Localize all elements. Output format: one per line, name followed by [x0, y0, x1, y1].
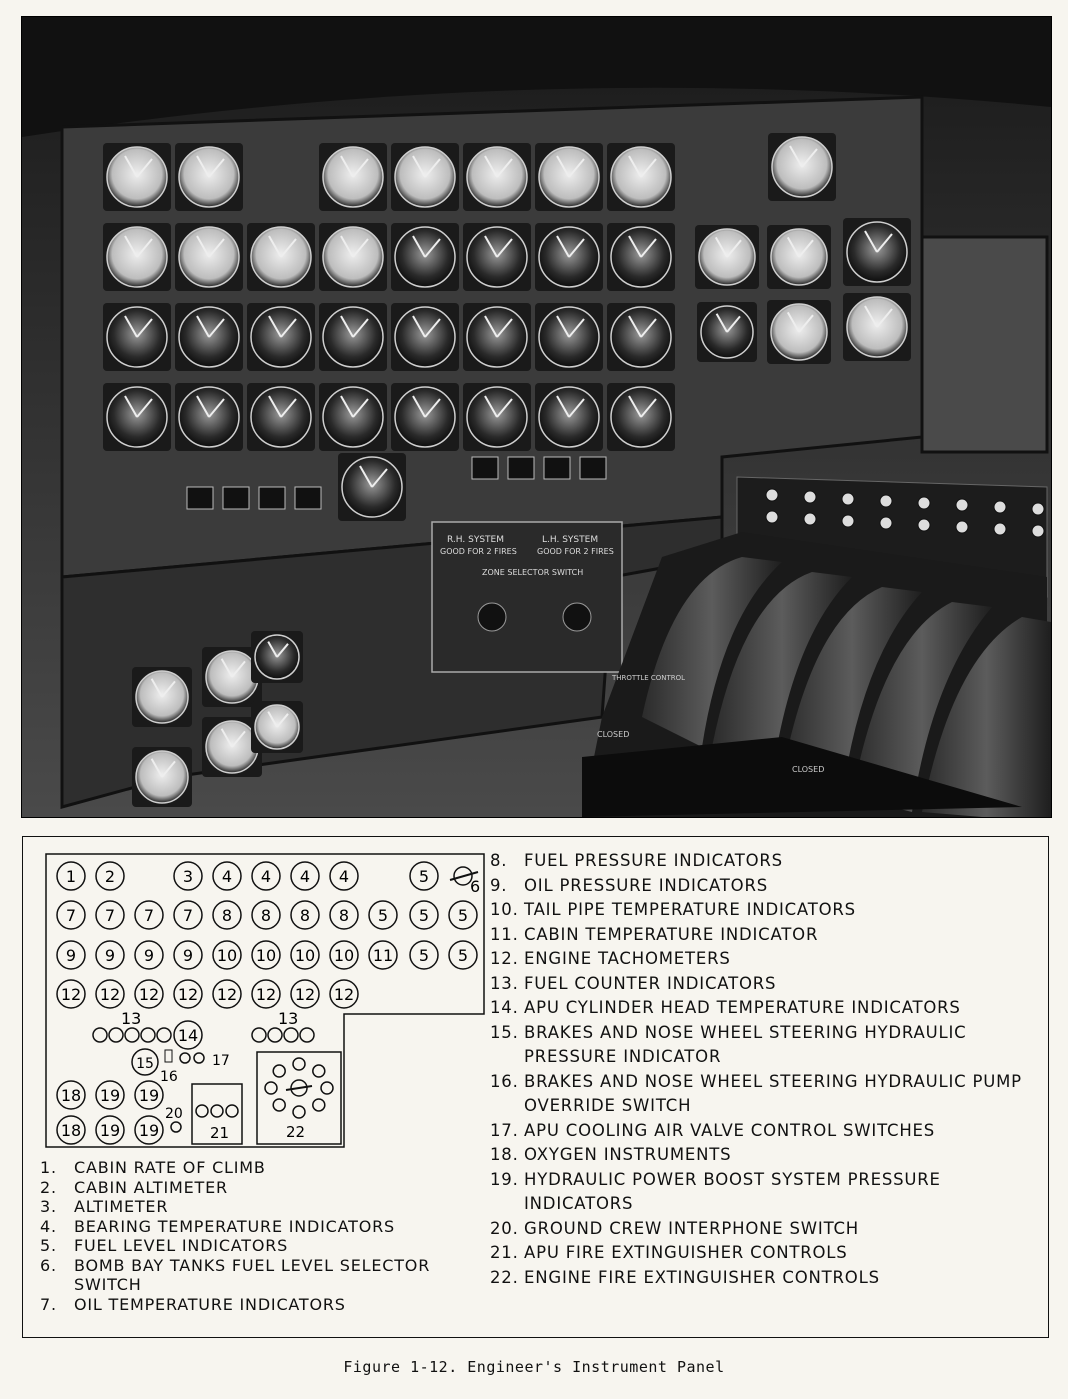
gauge-dial: [607, 223, 675, 291]
legend-text: CABIN ALTIMETER: [74, 1177, 228, 1197]
apu-extinguisher-number: 21: [210, 1124, 230, 1142]
engine-extinguisher-control-circle: [273, 1099, 285, 1111]
legend-item: [490, 849, 1040, 874]
legend-item: [490, 1266, 1040, 1291]
legend-number: 3.: [40, 1197, 57, 1216]
legend-text: TAIL PIPE TEMPERATURE INDICATORS: [524, 900, 856, 919]
fuel-counter-right-circle: [268, 1028, 282, 1042]
legend-number: 10.: [490, 900, 519, 919]
rh-system-sublabel: GOOD FOR 2 FIRES: [440, 547, 517, 556]
gauge-dial: [247, 223, 315, 291]
bearing-temp-label: 4: [338, 867, 350, 886]
legend-number: 1.: [40, 1158, 57, 1177]
legend-number: 17.: [490, 1120, 519, 1140]
gauge-dial: [767, 300, 831, 364]
gauge-dial: [697, 302, 757, 362]
rh-system-label: R.H. SYSTEM: [447, 535, 504, 545]
row2-indicator-label: 5: [457, 906, 469, 925]
cooling-valve-switch-circle: [180, 1053, 190, 1063]
fire-control-knob-left: [478, 603, 506, 631]
gauge-dial: [391, 383, 459, 451]
legend-item: [490, 898, 1040, 923]
bearing-temp-label: 4: [260, 867, 272, 886]
gauge-dial: [535, 223, 603, 291]
apu-cyl-head-temp-label: 14: [177, 1026, 199, 1045]
row2-indicator-label: 8: [260, 906, 272, 925]
legend-number: 6.: [40, 1255, 57, 1275]
fire-control-knob-right: [563, 603, 591, 631]
oxygen-instrument-label: 18: [60, 1086, 82, 1105]
fire-detector-light: [804, 491, 816, 503]
gauge-dial: [695, 225, 759, 289]
engine-tachometer-label: 12: [216, 985, 238, 1004]
row2-indicator-label: 5: [418, 906, 430, 925]
gauge-dial: [251, 631, 303, 683]
legend-text: BEARING TEMPERATURE INDICATORS: [74, 1216, 395, 1236]
row2-indicator-label: 7: [182, 906, 194, 925]
legend-item: [490, 1241, 1040, 1266]
engine-tachometer-label: 12: [333, 985, 355, 1004]
row3-indicator-label: 5: [457, 946, 469, 965]
fire-detector-light: [956, 521, 968, 533]
apu-extinguisher-control-circle: [196, 1105, 208, 1117]
fuel-counter-display: [544, 457, 570, 479]
legend-text: CABIN RATE OF CLIMB: [74, 1158, 266, 1177]
engine-extinguisher-number: 22: [286, 1123, 306, 1141]
instrument-panel-photo-drawing: [22, 17, 1051, 817]
gauge-dial: [175, 303, 243, 371]
gauge-dial: [843, 218, 911, 286]
fuel-counter-display: [187, 487, 213, 509]
legend-text: OIL TEMPERATURE INDICATORS: [74, 1294, 346, 1314]
legend-number: 21.: [490, 1243, 519, 1262]
gauge-dial: [391, 303, 459, 371]
fuel-counter-left-circle: [157, 1028, 171, 1042]
legend-number: 20.: [490, 1218, 519, 1238]
legend-text: ENGINE TACHOMETERS: [524, 949, 731, 968]
gauge-dial: [103, 383, 171, 451]
legend-item: [40, 1178, 490, 1198]
legend-text: BOMB BAY TANKS FUEL LEVEL SELECTOR SWITCH: [74, 1255, 431, 1294]
legend-text: APU COOLING AIR VALVE CONTROL SWITCHES: [524, 1120, 936, 1140]
legend-number: 7.: [40, 1294, 57, 1314]
gauge-dial: [132, 747, 192, 807]
zone-selector-label: ZONE SELECTOR SWITCH: [482, 568, 584, 577]
gauge-dial: [338, 453, 406, 521]
legend-item: [490, 996, 1040, 1021]
engine-extinguisher-control-circle: [273, 1065, 285, 1077]
engine-tachometer-label: 12: [177, 985, 199, 1004]
hydraulic-boost-label: 19: [99, 1086, 121, 1105]
row2-indicator-label: 8: [338, 906, 350, 925]
gauge-dial: [319, 143, 387, 211]
gauge-dial: [607, 303, 675, 371]
row3-indicator-label: 5: [418, 946, 430, 965]
fuel-counter-display: [472, 457, 498, 479]
legend-number: 16.: [490, 1071, 519, 1091]
selector-switch-number: 6: [470, 877, 481, 896]
legend-left-column: [40, 1158, 490, 1314]
closed-label-left: CLOSED: [597, 730, 630, 739]
gauge-dial: [175, 143, 243, 211]
legend-item: [490, 1119, 1040, 1144]
row2-indicator-label: 8: [221, 906, 233, 925]
fire-detector-light: [880, 517, 892, 529]
legend-item: [40, 1295, 490, 1315]
gauge-dial: [843, 293, 911, 361]
fire-detector-light: [994, 523, 1006, 535]
gauge-dial: [319, 383, 387, 451]
gauge-dial: [535, 143, 603, 211]
gauge-dial: [319, 223, 387, 291]
throttle-label: THROTTLE CONTROL: [612, 674, 686, 682]
fuel-counter-number-left: 13: [121, 1009, 142, 1028]
hydraulic-boost-label: 19: [138, 1086, 160, 1105]
legend-number: 2.: [40, 1177, 57, 1197]
legend-text: APU FIRE EXTINGUISHER CONTROLS: [524, 1243, 848, 1262]
legend-number: 19.: [490, 1169, 519, 1189]
legend-text: OIL PRESSURE INDICATORS: [524, 875, 769, 895]
row3-indicator-label: 10: [216, 946, 238, 965]
gauge-dial: [768, 133, 836, 201]
legend-right-column: [490, 849, 1040, 1290]
gauge-dial: [132, 667, 192, 727]
fuel-counter-display: [295, 487, 321, 509]
gauge-dial: [103, 303, 171, 371]
legend-number: 22.: [490, 1267, 519, 1287]
row2-indicator-label: 5: [377, 906, 389, 925]
fuel-counter-right-circle: [300, 1028, 314, 1042]
gauge-dial: [175, 223, 243, 291]
fuel-counter-display: [580, 457, 606, 479]
legend-item: [490, 1070, 1040, 1119]
gauge-dial: [319, 303, 387, 371]
legend-number: 14.: [490, 998, 519, 1017]
gauge-dial: [103, 143, 171, 211]
legend-text: ENGINE FIRE EXTINGUISHER CONTROLS: [524, 1267, 880, 1287]
fuel-counter-right-circle: [252, 1028, 266, 1042]
figure-caption: Figure 1-12. Engineer's Instrument Panel: [343, 1358, 725, 1376]
gauge-dial: [391, 223, 459, 291]
legend-item: [490, 947, 1040, 972]
cabin-rate-of-climb-label: 1: [65, 867, 77, 886]
legend-text: FUEL COUNTER INDICATORS: [524, 973, 777, 993]
fire-detector-light: [918, 519, 930, 531]
row3-indicator-label: 11: [372, 946, 394, 965]
legend-text: GROUND CREW INTERPHONE SWITCH: [524, 1218, 860, 1238]
engine-tachometer-label: 12: [255, 985, 277, 1004]
row3-indicator-label: 9: [143, 946, 155, 965]
row2-indicator-label: 7: [65, 906, 77, 925]
fuel-counter-left-circle: [141, 1028, 155, 1042]
interphone-number: 20: [165, 1106, 183, 1122]
fuel-counter-left-circle: [109, 1028, 123, 1042]
legend-number: 9.: [490, 875, 508, 895]
fire-detector-light: [842, 493, 854, 505]
engine-extinguisher-control-circle: [293, 1058, 305, 1070]
row3-indicator-label: 9: [182, 946, 194, 965]
pump-override-number: 16: [160, 1069, 178, 1085]
fire-detector-light: [880, 495, 892, 507]
engine-tachometer-label: 12: [60, 985, 82, 1004]
gauge-dial: [251, 701, 303, 753]
gauge-dial: [391, 143, 459, 211]
fuel-counter-left-circle: [125, 1028, 139, 1042]
cooling-valve-switch-circle: [194, 1053, 204, 1063]
engine-extinguisher-control-circle: [313, 1099, 325, 1111]
legend-number: 15.: [490, 1022, 519, 1042]
closed-label-right: CLOSED: [792, 765, 825, 774]
gauge-dial: [103, 223, 171, 291]
gauge-dial: [175, 383, 243, 451]
legend-text: BRAKES AND NOSE WHEEL STEERING HYDRAULIC PRESSURE INDICATOR: [524, 1022, 967, 1066]
fire-detector-light: [804, 513, 816, 525]
engine-extinguisher-control-circle: [313, 1065, 325, 1077]
legend-item: [40, 1236, 490, 1256]
fire-detector-light: [1032, 503, 1044, 515]
legend-text: ALTIMETER: [74, 1197, 169, 1216]
legend-item: [40, 1197, 490, 1217]
legend-number: 18.: [490, 1145, 519, 1164]
gauge-dial: [535, 383, 603, 451]
legend-number: 13.: [490, 973, 519, 993]
interphone-switch-circle: [171, 1122, 181, 1132]
row2-indicator-label: 7: [143, 906, 155, 925]
gauge-dial: [247, 303, 315, 371]
gauge-dial: [463, 383, 531, 451]
instrument-panel-photo: [21, 16, 1052, 818]
row3-indicator-label: 10: [333, 946, 355, 965]
fire-detector-light: [766, 489, 778, 501]
gauge-dial: [463, 303, 531, 371]
lh-system-label: L.H. SYSTEM: [542, 535, 599, 545]
override-switch-icon: [165, 1050, 172, 1062]
row3-indicator-label: 10: [294, 946, 316, 965]
fuel-counter-display: [508, 457, 534, 479]
row3-indicator-label: 9: [65, 946, 77, 965]
legend-number: 8.: [490, 851, 508, 870]
fuel-counter-left-circle: [93, 1028, 107, 1042]
fire-detector-light: [918, 497, 930, 509]
legend-text: CABIN TEMPERATURE INDICATOR: [524, 924, 819, 944]
legend-text: APU CYLINDER HEAD TEMPERATURE INDICATORS: [524, 998, 961, 1017]
gauge-dial: [535, 303, 603, 371]
hydraulic-boost-label: 19: [99, 1121, 121, 1140]
fuel-counter-display: [259, 487, 285, 509]
row2-indicator-label: 8: [299, 906, 311, 925]
row2-indicator-label: 7: [104, 906, 116, 925]
cooling-valve-number: 17: [212, 1053, 230, 1069]
legend-item: [490, 923, 1040, 948]
gauge-dial: [463, 223, 531, 291]
legend-number: 5.: [40, 1236, 57, 1255]
legend-item: [490, 1143, 1040, 1168]
legend-item: [490, 972, 1040, 997]
engine-tachometer-label: 12: [138, 985, 160, 1004]
legend-item: [490, 1217, 1040, 1242]
cabin-altimeter-label: 2: [104, 867, 116, 886]
apu-extinguisher-control-circle: [211, 1105, 223, 1117]
panel-location-diagram: [44, 852, 489, 1152]
legend-item: [490, 1021, 1040, 1070]
row3-indicator-label: 10: [255, 946, 277, 965]
fuel-counter-number-right: 13: [278, 1009, 299, 1028]
bearing-temp-label: 4: [299, 867, 311, 886]
fuel-counter-right-circle: [284, 1028, 298, 1042]
fire-detector-light: [994, 501, 1006, 513]
legend-text: HYDRAULIC POWER BOOST SYSTEM PRESSURE INDICATORS: [524, 1169, 941, 1213]
fire-detector-light: [1032, 525, 1044, 537]
legend-item: [490, 874, 1040, 899]
legend-item: [40, 1256, 490, 1295]
legend-item: [490, 1168, 1040, 1217]
legend-number: 11.: [490, 924, 519, 944]
fuel-level-label: 5: [418, 867, 430, 886]
engine-extinguisher-selector-icon: [286, 1080, 312, 1096]
legend-item: [40, 1217, 490, 1237]
fuel-counter-display: [223, 487, 249, 509]
brakes-pressure-label: 15: [136, 1056, 154, 1072]
legend-item: [40, 1158, 490, 1178]
engine-extinguisher-control-circle: [265, 1082, 277, 1094]
altimeter-label: 3: [182, 867, 194, 886]
row3-indicator-label: 9: [104, 946, 116, 965]
apu-extinguisher-control-circle: [226, 1105, 238, 1117]
gauge-dial: [767, 225, 831, 289]
gauge-dial: [607, 143, 675, 211]
gauge-dial: [607, 383, 675, 451]
fire-detector-light: [766, 511, 778, 523]
engine-tachometer-label: 12: [99, 985, 121, 1004]
legend-text: BRAKES AND NOSE WHEEL STEERING HYDRAULIC PUMP OVERRIDE SWITCH: [524, 1071, 1022, 1115]
fire-detector-light: [842, 515, 854, 527]
gauge-dial: [247, 383, 315, 451]
legend-text: FUEL LEVEL INDICATORS: [74, 1236, 289, 1255]
engine-extinguisher-control-circle: [321, 1082, 333, 1094]
engine-tachometer-label: 12: [294, 985, 316, 1004]
hydraulic-boost-label: 19: [138, 1121, 160, 1140]
gauge-dial: [463, 143, 531, 211]
engine-extinguisher-control-circle: [293, 1106, 305, 1118]
legend-number: 4.: [40, 1216, 57, 1236]
legend-text: FUEL PRESSURE INDICATORS: [524, 851, 783, 870]
oxygen-instrument-label: 18: [60, 1121, 82, 1140]
lh-system-sublabel: GOOD FOR 2 FIRES: [537, 547, 614, 556]
bearing-temp-label: 4: [221, 867, 233, 886]
fire-detector-light: [956, 499, 968, 511]
legend-text: OXYGEN INSTRUMENTS: [524, 1145, 732, 1164]
legend-number: 12.: [490, 949, 519, 968]
